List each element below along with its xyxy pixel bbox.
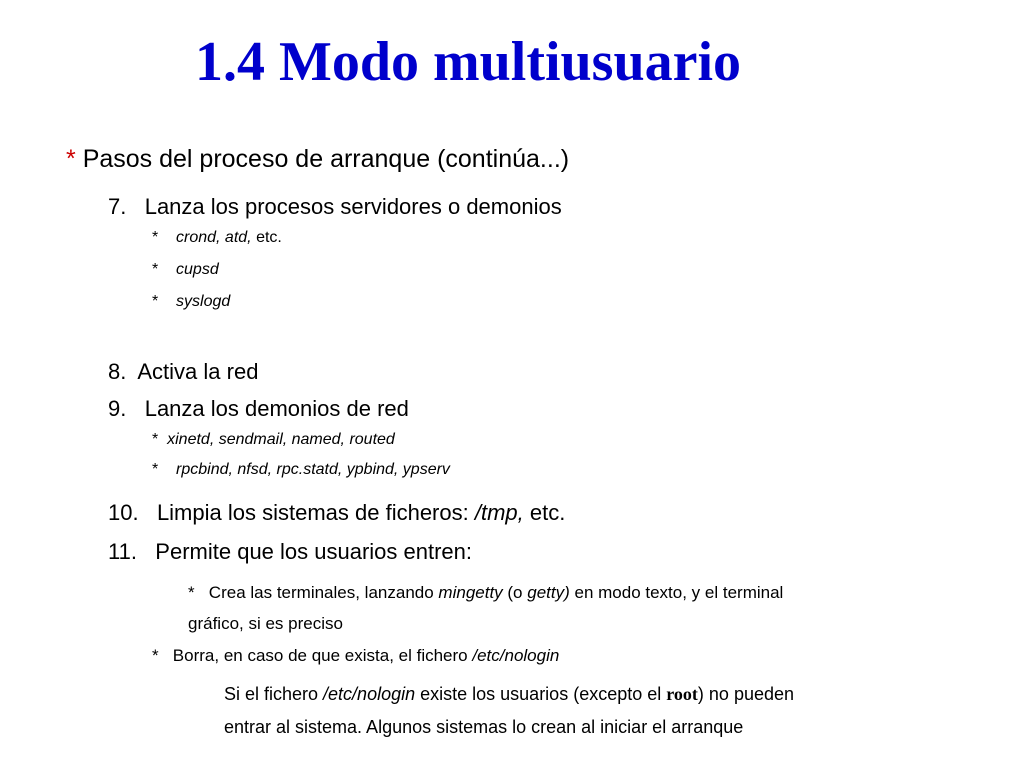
step-11 (108, 539, 472, 565)
note-line-2: entrar al sistema. Algunos sistemas lo crean al iniciar el arranque (224, 717, 744, 737)
sub-marker: * (152, 261, 159, 278)
sub-marker: * (152, 229, 159, 246)
step-9-subitem (152, 430, 395, 450)
step-number: 7. (108, 194, 127, 219)
step-11-subitem (152, 645, 559, 666)
sub-text: etc. (251, 229, 282, 246)
step-7 (108, 194, 562, 220)
note-text-italic: /etc/nologin (323, 684, 416, 704)
sub-marker: * (152, 431, 159, 448)
step-9 (108, 396, 409, 422)
step-number: 8. (108, 359, 127, 384)
sub-text: Borra, en caso de que exista, el fichero (172, 646, 473, 665)
step-7-subitem (152, 292, 230, 312)
step-8 (108, 359, 258, 385)
main-heading: Pasos del proceso de arranque (continúa...) (82, 145, 570, 173)
step-number: 11. (108, 539, 137, 564)
sub-text-italic: cupsd (176, 261, 219, 278)
sub-marker: * (188, 583, 195, 602)
main-bullet (66, 144, 569, 174)
step-text: Activa la red (137, 359, 259, 384)
note-line-1 (224, 683, 794, 705)
step-text: Lanza los demonios de red (144, 396, 409, 421)
step-number: 10. (108, 500, 139, 525)
sub-marker: * (152, 293, 159, 310)
bullet-marker: * (66, 145, 76, 173)
sub-text-italic: mingetty (438, 583, 503, 602)
slide-title: 1.4 Modo multiusuario (194, 31, 742, 93)
sub-marker: * (152, 646, 159, 665)
sub-text: (o (502, 583, 528, 602)
step-7-subitem (152, 228, 282, 248)
note-text: Si el fichero (224, 684, 324, 704)
sub-text-italic: getty) (527, 583, 570, 602)
sub-text-italic: crond, atd, (176, 229, 252, 246)
step-text-italic: /tmp, (474, 500, 524, 525)
step-text: Lanza los procesos servidores o demonios (144, 194, 562, 219)
step-text: Permite que los usuarios entren: (155, 539, 473, 564)
step-9-subitem (152, 460, 450, 480)
note-text-bold: root (666, 684, 698, 704)
sub-text-italic: syslogd (176, 293, 231, 310)
step-text-tail: etc. (523, 500, 566, 525)
sub-text-italic: /etc/nologin (472, 646, 560, 665)
sub-marker: * (152, 461, 159, 478)
note-text: existe los usuarios (excepto el (415, 684, 667, 704)
step-text: Limpia los sistemas de ficheros: (156, 500, 475, 525)
sub-text-italic: xinetd, sendmail, named, routed (167, 431, 395, 448)
note-text: ) no pueden (697, 684, 795, 704)
step-10 (108, 500, 565, 526)
step-number: 9. (108, 396, 127, 421)
sub-text: en modo texto, y el terminal (569, 583, 784, 602)
step-11-subitem-line2: gráfico, si es preciso (188, 614, 343, 633)
step-11-subitem (188, 582, 783, 603)
step-7-subitem (152, 260, 219, 280)
sub-text: Crea las terminales, lanzando (208, 583, 439, 602)
sub-text-italic: rpcbind, nfsd, rpc.statd, ypbind, ypserv (176, 461, 450, 478)
